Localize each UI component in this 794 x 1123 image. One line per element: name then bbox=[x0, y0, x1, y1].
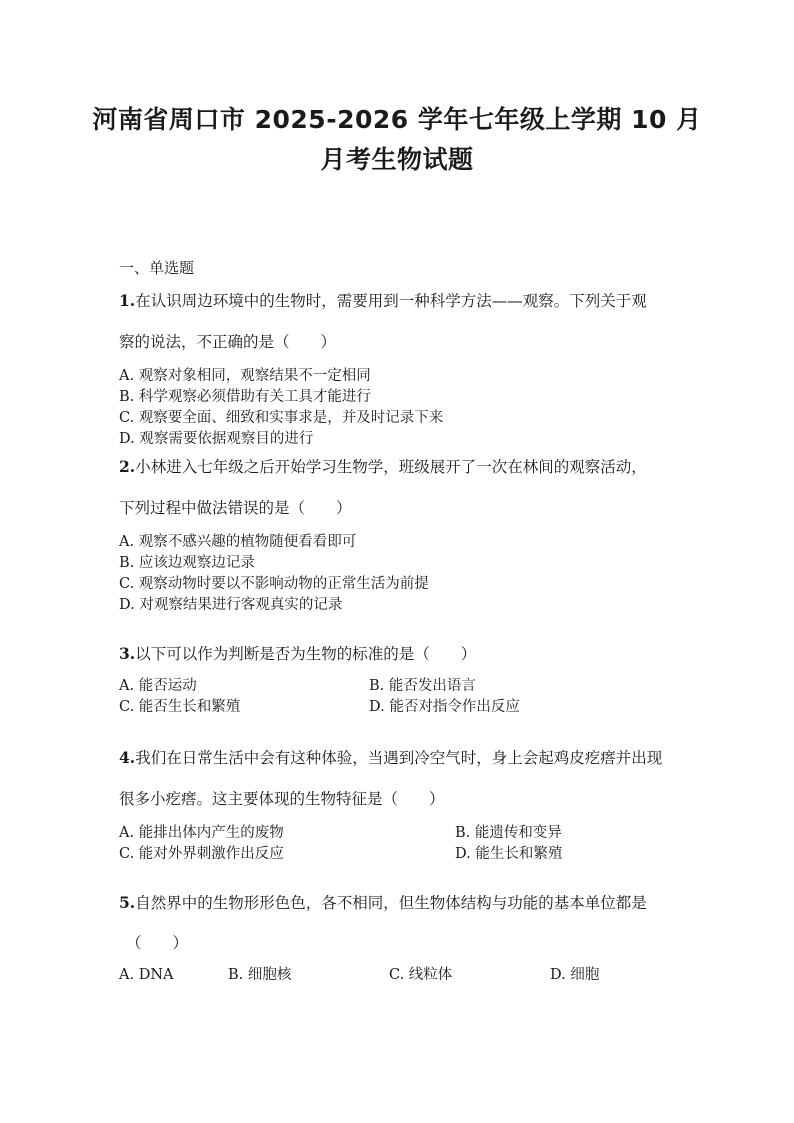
stem-text: 我们在日常生活中会有这种体验，当遇到冷空气时，身上会起鸡皮疙瘩并出现 bbox=[135, 749, 663, 767]
question-number: 1. bbox=[119, 291, 136, 310]
question-stem bbox=[119, 643, 679, 665]
document-title bbox=[80, 100, 714, 180]
question-number: 3. bbox=[119, 644, 136, 663]
option-c[interactable]: C. 观察要全面、细致和实事求是，并及时记录下来 bbox=[119, 410, 444, 426]
question-number: 2. bbox=[119, 457, 136, 476]
stem-text-continued: （ ） bbox=[126, 934, 189, 952]
question-4 bbox=[119, 747, 679, 865]
question-2 bbox=[119, 456, 679, 616]
option-a[interactable]: A. DNA bbox=[119, 967, 174, 983]
option-b[interactable]: B. 细胞核 bbox=[228, 967, 292, 983]
option-d[interactable]: D. 细胞 bbox=[550, 967, 600, 983]
option-d[interactable]: D. 能否对指令作出反应 bbox=[369, 699, 520, 715]
section-heading: 一、单选题 bbox=[119, 259, 195, 277]
option-d[interactable]: D. 能生长和繁殖 bbox=[455, 846, 563, 862]
question-5 bbox=[119, 892, 679, 986]
question-1 bbox=[119, 290, 679, 450]
stem-text-continued: 察的说法，不正确的是（ ） bbox=[119, 333, 337, 351]
option-list bbox=[119, 366, 679, 450]
question-stem bbox=[119, 892, 679, 914]
stem-text: 自然界中的生物形形色色，各不相同，但生物体结构与功能的基本单位都是 bbox=[135, 894, 647, 912]
title-line-2: 月考生物试题 bbox=[320, 145, 474, 174]
question-number: 5. bbox=[119, 893, 136, 912]
option-a[interactable]: A. 能否运动 bbox=[119, 678, 197, 694]
option-b[interactable]: B. 能遗传和变异 bbox=[455, 825, 562, 841]
option-b[interactable]: B. 应该边观察边记录 bbox=[119, 555, 255, 571]
option-c[interactable]: C. 能对外界刺激作出反应 bbox=[119, 846, 284, 862]
question-number: 4. bbox=[119, 748, 136, 767]
option-a[interactable]: A. 能排出体内产生的废物 bbox=[119, 825, 284, 841]
option-d[interactable]: D. 观察需要依据观察目的进行 bbox=[119, 431, 314, 447]
title-line-1: 河南省周口市 2025-2026 学年七年级上学期 10 月 bbox=[92, 105, 702, 134]
option-list bbox=[119, 965, 679, 986]
question-stem bbox=[119, 747, 679, 769]
option-list bbox=[119, 823, 679, 865]
option-c[interactable]: C. 能否生长和繁殖 bbox=[119, 699, 241, 715]
option-list bbox=[119, 532, 679, 616]
option-b[interactable]: B. 能否发出语言 bbox=[369, 678, 476, 694]
question-stem bbox=[119, 290, 679, 312]
option-c[interactable]: C. 观察动物时要以不影响动物的正常生活为前提 bbox=[119, 576, 429, 592]
question-3 bbox=[119, 643, 679, 718]
question-stem bbox=[119, 456, 679, 478]
stem-text: 在认识周边环境中的生物时，需要用到一种科学方法——观察。下列关于观 bbox=[135, 292, 647, 310]
stem-text: 小林进入七年级之后开始学习生物学，班级展开了一次在林间的观察活动， bbox=[135, 458, 647, 476]
option-a[interactable]: A. 观察不感兴趣的植物随便看看即可 bbox=[119, 534, 357, 550]
option-list bbox=[119, 676, 679, 718]
option-c[interactable]: C. 线粒体 bbox=[389, 967, 453, 983]
option-d[interactable]: D. 对观察结果进行客观真实的记录 bbox=[119, 597, 343, 613]
stem-text: 以下可以作为判断是否为生物的标准的是（ ） bbox=[135, 645, 477, 663]
option-b[interactable]: B. 科学观察必须借助有关工具才能进行 bbox=[119, 389, 371, 405]
stem-text-continued: 下列过程中做法错误的是（ ） bbox=[119, 499, 352, 517]
option-a[interactable]: A. 观察对象相同，观察结果不一定相同 bbox=[119, 368, 371, 384]
stem-text-continued: 很多小疙瘩。这主要体现的生物特征是（ ） bbox=[119, 790, 445, 808]
